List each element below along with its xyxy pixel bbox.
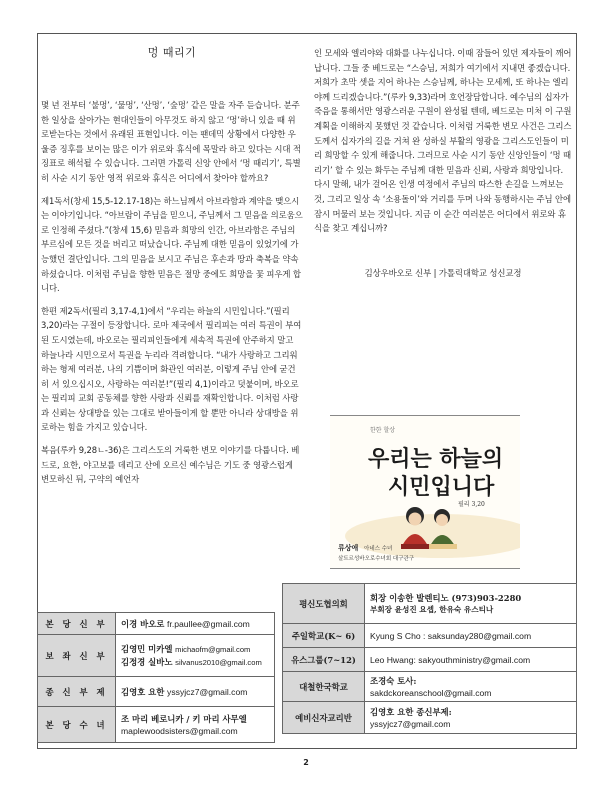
article-left-column <box>41 46 303 495</box>
artist-name: 류상애 <box>338 544 359 552</box>
article-paragraph: 복음(루카 9,28ㄴ-36)은 그리스도의 거룩한 변모 이야기를 다룹니다. 베드로, 요한, 야고보를 데리고 산에 오르신 예수님은 기도 중 영광스럽게 변모하신 뒤, 구약의 예언자 <box>41 445 300 485</box>
artist-detail: 아네스 수녀 <box>364 546 393 552</box>
org-label: 평신도협의회 <box>283 584 365 624</box>
artwork-verse-ref: 필리 3,20 <box>458 501 485 508</box>
org-contact <box>365 624 577 648</box>
staff-role: 종 신 부 제 <box>38 677 116 707</box>
artwork-illustration <box>330 416 520 568</box>
staff-email[interactable]: yssyjcz7@gmail.com <box>167 686 248 697</box>
org-row <box>283 584 577 624</box>
staff-role: 본 당 수 녀 <box>38 707 116 743</box>
org-line[interactable]: yssyjcz7@gmail.com <box>370 718 451 729</box>
artwork-caption-top: 한한 할상 <box>370 427 396 434</box>
article-paragraph: 제1독서(창세 15,5-12.17-18)는 하느님께서 아브라함과 계약을 맺으시는 이야기입니다. “아브람이 주님을 믿으니, 주님께서 그 믿음을 의로움으로 인정해 주셨다.”(창세 15,6) 믿음과 희망의 인간, 아브라함은 주님의 부르심에 모든 것을 버리고 떠났습니다. 주님께 대한 믿음이 있었기에 가능했던 결단입니다. 그의 믿음을 보시고 주님은 후손과 땅과 축복을 약속하셨습니다. 이처럼 주님을 향한 믿음은 절망 중에도 희망을 꽃 피우게 합니다. <box>41 195 303 294</box>
staff-row <box>38 707 275 743</box>
page-number: 2 <box>303 758 309 767</box>
org-label: 유스그룹(7~12) <box>283 648 365 672</box>
artist-org: 살트르성바오로수녀회 대구관구 <box>338 556 415 562</box>
staff-name: 김영민 미카엘 <box>121 643 173 654</box>
article-title: 멍 때리기 <box>147 46 197 59</box>
staff-row <box>38 635 275 677</box>
staff-name: 조 마리 베로니카 / 키 마리 사무엘 <box>121 713 247 724</box>
org-line[interactable]: Leo Hwang: sakyouthministry@gmail.com <box>370 654 531 665</box>
staff-role: 보 좌 신 부 <box>38 635 116 677</box>
article-paragraph: 한편 제2독서(필리 3,17-4,1)에서 “우리는 하늘의 시민입니다.”(필리 3,20)라는 구절이 등장합니다. 로마 제국에서 필리피는 여러 특권이 부여된 도시였는데, 바오로는 필리피인들에게 세속적 특권에 안주하지 말고 하늘나라 시민으로서 특권을 누리라 격려합니다. “내가 사랑하고 그리워하는 형제 여러분, 나의 기쁨이며 화관인 여러분, 이렇게 주님 안에 굳건히 서 있으십시오, 사랑하는 여러분!”(필리 4,1)이라고 덧붙이며, 바오로는 필리피 교회 공동체를 향한 사랑과 신뢰를 재확인합니다. 이처럼 사랑과 신뢰는 상대방을 있는 그대로 받아들이게 할 뿐만 아니라 상대방을 위로하는 힘을 가지고 있습니다. <box>41 305 302 433</box>
calligraphy-line-1: 우리는 하늘의 <box>368 446 504 472</box>
calligraphy-line-2: 시민입니다 <box>388 474 495 500</box>
org-contact <box>365 648 577 672</box>
org-line: 김영호 요한 종신부제: <box>370 706 452 717</box>
org-contact <box>365 672 577 702</box>
article-right-column <box>314 46 572 288</box>
org-line: 부회장 윤성진 요셉, 한유숙 유스티나 <box>370 604 494 614</box>
staff-contact <box>116 677 275 707</box>
org-contact <box>365 702 577 734</box>
article-paragraph: 몇 년 전부터 ‘불멍’, ‘물멍’, ‘산멍’, ‘숲멍’ 같은 말을 자주 듣습니다. 분주한 일상을 살아가는 현대인들이 아무것도 하지 않고 ‘멍’하니 있을 때 위로받는다는 것에서 유래된 표현입니다. 이는 팬데믹 상황에서 다양한 우울증 징후를 보이는 많은 이가 위로와 휴식에 목말라 하고 있다는 시대 적 징표로 해석될 수 있습니다. 그러면 가톨릭 신앙 안에서 ‘멍 때리기’, 특별히 사순 시기 동안 영적 위로와 휴식은 어디에서 찾아야 할까요? <box>41 100 301 183</box>
org-contact <box>365 584 577 624</box>
calligraphy-artwork <box>330 415 520 569</box>
staff-name: 이경 바오로 <box>121 618 165 629</box>
org-row <box>283 702 577 734</box>
article-paragraph: 인 모세와 엘리야와 대화를 나누십니다. 이때 잠들어 있던 제자들이 깨어납니다. 그들 중 베드로는 “스승님, 저희가 여기에서 지내면 좋겠습니다. 저희가 초막 셋을 지어 하나는 스승님께, 하나는 모세께, 또 하나는 엘리야께 드리겠습니다.”(루카 9,33)라며 호언장담합니다. 예수님의 십자가 죽음을 통해서만 영광스러운 구원이 완성될 텐데, 베드로는 미처 이 구원 계획을 이해하지 못했던 것 같습니다. 이처럼 거룩한 변모 사건은 그리스도께서 십자가의 길을 거쳐 완 성하실 부활의 영광을 그리스도인들이 미리 희망할 수 있게 해줍니다. 그러므로 사순 시기 동안 신앙인들이 ‘멍 때리기’ 할 수 있는 화두는 주님께 대한 믿음과 신뢰, 사랑과 희망입니다. 다시 말해, 내가 걸어온 인생 여정에서 주님의 따스한 손길을 느껴보는 것, 그리고 일상 속 ‘소용돌이’와 거리를 두며 나와 동행하시는 주님 안에 잠시 머물러 보는 것입니다. 지금 이 순간 여러분은 어디에서 위로와 휴식을 찾고 계십니까? <box>314 48 572 234</box>
org-row <box>283 624 577 648</box>
staff-contact <box>116 635 275 677</box>
org-line[interactable]: sakdckoreanschool@gmail.com <box>370 687 492 698</box>
org-line[interactable]: Kyung S Cho : saksunday280@gmail.com <box>370 630 532 641</box>
staff-contact <box>116 707 275 743</box>
org-label: 예비신자교리반 <box>283 702 365 734</box>
org-label: 주일학교(K~ 6) <box>283 624 365 648</box>
staff-contact <box>116 613 275 635</box>
article-author: 김상우바오로 신부 | 가톨릭대학교 성신교정 <box>364 267 522 278</box>
org-row <box>283 672 577 702</box>
org-label: 대철한국학교 <box>283 672 365 702</box>
staff-email[interactable]: silvanus2010@gmail.com <box>175 657 262 667</box>
staff-name: 김정경 실바노 <box>121 656 173 667</box>
org-line: 회장 이송한 발렌티노 (973)903-2280 <box>370 592 522 603</box>
org-row <box>283 648 577 672</box>
organizations-table <box>282 583 577 734</box>
staff-row <box>38 613 275 635</box>
staff-email[interactable]: michaofm@gmail.com <box>175 644 251 654</box>
staff-role: 본 당 신 부 <box>38 613 116 635</box>
staff-table <box>37 612 275 743</box>
org-line: 조경숙 토사: <box>370 675 417 686</box>
staff-name: 김영호 요한 <box>121 686 165 697</box>
staff-row <box>38 677 275 707</box>
staff-email[interactable]: maplewoodsisters@gmail.com <box>121 725 238 736</box>
staff-email[interactable]: fr.paullee@gmail.com <box>167 618 250 629</box>
